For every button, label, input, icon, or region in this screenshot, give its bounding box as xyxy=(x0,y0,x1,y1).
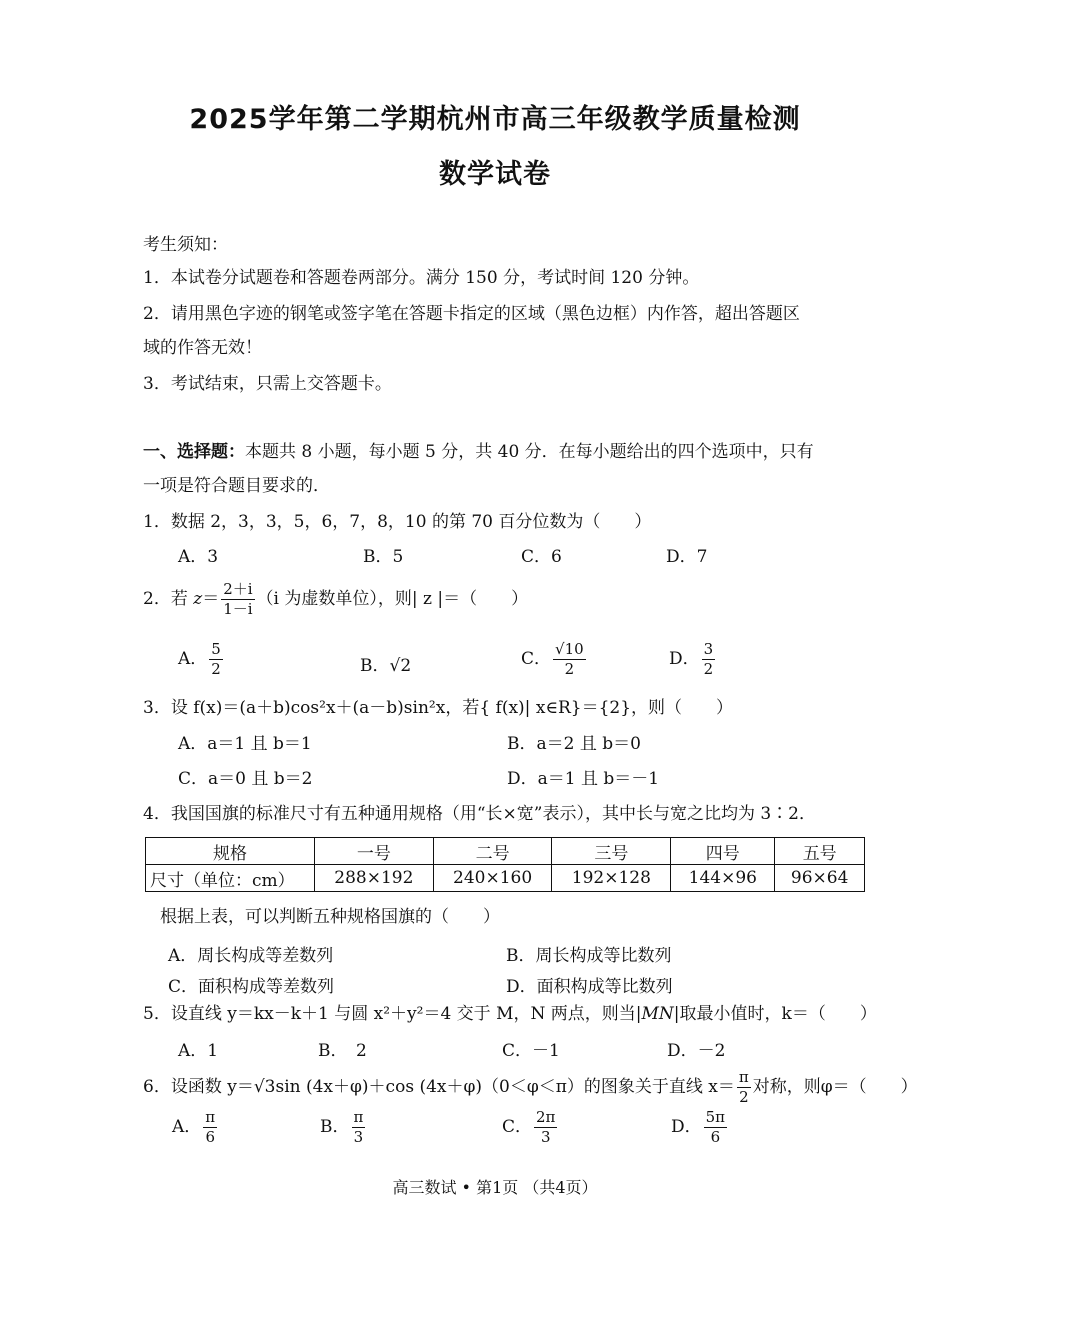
notice-item-3: 3．考试结束，只需上交答题卡。 xyxy=(143,374,392,394)
q6-option-b-label: B． xyxy=(320,1117,350,1137)
q4-option-c: C．面积构成等差数列 xyxy=(168,977,335,997)
q2-option-b xyxy=(360,651,411,676)
notice-item-2: 2．请用黑色字迹的钢笔或签字笔在答题卡指定的区域（黑色边框）内作答，超出答题区 xyxy=(143,304,800,324)
q6-option-c xyxy=(502,1108,559,1147)
q6-option-a-label: A． xyxy=(172,1117,202,1137)
q6-option-a-frac xyxy=(203,1108,217,1147)
table-cell: 尺寸（单位：cm） xyxy=(146,865,315,892)
q6-option-b xyxy=(320,1108,367,1147)
q6-option-b-frac xyxy=(352,1108,366,1147)
table-header-row xyxy=(146,838,865,865)
question-4-stem: 4．我国国旗的标准尺寸有五种通用规格（用“长×宽”表示），其中长与宽之比均为 3∶2． xyxy=(143,804,816,824)
q6-frac-den: 2 xyxy=(739,1088,749,1106)
q6-option-c-frac xyxy=(534,1108,557,1147)
q6-option-d-frac xyxy=(704,1108,727,1147)
q3-option-b: B．a＝2 且 b＝0 xyxy=(507,734,641,754)
table-row xyxy=(146,865,865,892)
q6-option-d-num: 5π xyxy=(705,1108,726,1126)
q2-option-a-frac xyxy=(209,640,223,679)
q2-option-a-label: A． xyxy=(178,649,208,669)
table-cell: 240×160 xyxy=(433,865,552,892)
section-1-desc: 本题共 8 小题，每小题 5 分，共 40 分．在每小题给出的四个选项中，只有 xyxy=(245,442,814,462)
section-1-desc-cont: 一项是符合题目要求的． xyxy=(143,476,330,496)
q5-option-d: D．－2 xyxy=(667,1041,726,1061)
q2-option-d-den: 2 xyxy=(703,660,714,678)
q2-option-d xyxy=(669,640,717,679)
q2-frac-den: 1－i xyxy=(223,600,253,618)
q1-option-b: B．5 xyxy=(363,547,404,567)
q2-fraction xyxy=(221,580,254,619)
table-cell: 96×64 xyxy=(775,865,865,892)
q6-option-a-den: 6 xyxy=(205,1128,215,1146)
q5-option-b: B． 2 xyxy=(318,1041,367,1061)
q2-option-c-num: √10 xyxy=(555,640,584,658)
q2-option-b-value: √2 xyxy=(389,656,412,676)
table-cell: 192×128 xyxy=(552,865,671,892)
q6-option-a xyxy=(172,1108,219,1147)
notice-item-2-cont: 域的作答无效！ xyxy=(143,338,262,358)
q3-option-c: C．a＝0 且 b＝2 xyxy=(178,769,313,789)
q2-option-c-den: 2 xyxy=(564,660,575,678)
q1-option-a: A．3 xyxy=(178,547,219,567)
q5-stem-a: 5．设直线 y＝kx－k＋1 与圆 x²＋y²＝4 交于 M，N 两点，则当| xyxy=(143,1004,642,1024)
q6-option-d xyxy=(671,1108,729,1147)
q2-option-c xyxy=(521,640,588,679)
q2-option-b-label: B． xyxy=(360,656,390,676)
question-3-stem: 3．设 f(x)＝(a＋b)cos²x＋(a－b)sin²x，若{ f(x)| x∈R}＝{2}，则（ ） xyxy=(143,698,734,718)
q4-option-a: A．周长构成等差数列 xyxy=(168,946,334,966)
q5-option-a: A．1 xyxy=(178,1041,219,1061)
q6-option-c-label: C． xyxy=(502,1117,533,1137)
table-header-cell: 规格 xyxy=(146,838,315,865)
q2-var: z xyxy=(193,589,203,609)
q6-option-c-den: 3 xyxy=(540,1128,551,1146)
table-header-cell: 二号 xyxy=(433,838,552,865)
q2-option-c-label: C． xyxy=(521,649,552,669)
question-1-stem: 1．数据 2，3，3，5，6，7，8，10 的第 70 百分位数为（ ） xyxy=(143,512,652,532)
q2-suffix: （i 为虚数单位），则| z |＝（ ） xyxy=(256,589,529,609)
q2-option-a xyxy=(178,640,225,679)
q6-option-b-num: π xyxy=(353,1108,364,1126)
table-header-cell: 五号 xyxy=(775,838,865,865)
q6-frac-num: π xyxy=(738,1068,749,1086)
section-1-heading xyxy=(143,437,814,462)
table-header-cell: 四号 xyxy=(671,838,775,865)
q2-eq: ＝ xyxy=(202,589,220,609)
q5-option-c: C．－1 xyxy=(502,1041,560,1061)
q6-stem-a: 6．设函数 y＝√3sin (4x＋φ)＋cos (4x＋φ)（0＜φ＜π）的图象关于直线 x＝ xyxy=(143,1077,735,1097)
q2-option-d-num: 3 xyxy=(703,640,714,658)
q6-option-d-den: 6 xyxy=(710,1128,721,1146)
q2-option-a-num: 5 xyxy=(211,640,221,658)
flag-size-table xyxy=(145,837,865,892)
q5-segment: MN xyxy=(641,1004,674,1024)
table-cell: 288×192 xyxy=(315,865,434,892)
q3-option-a: A．a＝1 且 b＝1 xyxy=(178,734,312,754)
q2-frac-num: 2＋i xyxy=(223,580,253,598)
table-header-cell: 一号 xyxy=(315,838,434,865)
q6-option-d-label: D． xyxy=(671,1117,702,1137)
q6-stem-b: 对称，则φ＝（ ） xyxy=(752,1077,918,1097)
q2-prefix: 2．若 xyxy=(143,589,194,609)
q6-option-b-den: 3 xyxy=(353,1128,364,1146)
q4-option-b: B．周长构成等比数列 xyxy=(506,946,672,966)
q1-option-c: C．6 xyxy=(521,547,562,567)
q6-fraction xyxy=(737,1068,751,1107)
section-1-label: 一、选择题： xyxy=(143,442,245,462)
question-5-stem xyxy=(143,999,877,1024)
q6-option-a-num: π xyxy=(205,1108,216,1126)
q6-option-c-num: 2π xyxy=(536,1108,556,1126)
exam-title: 2025学年第二学期杭州市高三年级教学质量检测 xyxy=(189,104,801,135)
question-6-stem xyxy=(143,1068,918,1107)
q3-option-d: D．a＝1 且 b＝－1 xyxy=(507,769,660,789)
notice-item-1: 1．本试卷分试题卷和答题卷两部分。满分 150 分，考试时间 120 分钟。 xyxy=(143,268,700,288)
q2-option-a-den: 2 xyxy=(211,660,221,678)
table-header-cell: 三号 xyxy=(552,838,671,865)
exam-subtitle: 数学试卷 xyxy=(439,159,551,190)
q2-option-c-frac xyxy=(553,640,586,679)
question-2-stem xyxy=(143,580,528,619)
notice-heading: 考生须知： xyxy=(143,235,228,255)
table-cell: 144×96 xyxy=(671,865,775,892)
question-4-follow: 根据上表，可以判断五种规格国旗的（ ） xyxy=(160,907,500,927)
q5-stem-b: |取最小值时，k＝（ ） xyxy=(673,1004,877,1024)
q4-option-d: D．面积构成等比数列 xyxy=(506,977,673,997)
page-footer: 高三数试 • 第1页 （共4页） xyxy=(392,1178,598,1197)
q2-option-d-frac xyxy=(702,640,716,679)
q1-option-d: D．7 xyxy=(666,547,708,567)
q2-option-d-label: D． xyxy=(669,649,700,669)
